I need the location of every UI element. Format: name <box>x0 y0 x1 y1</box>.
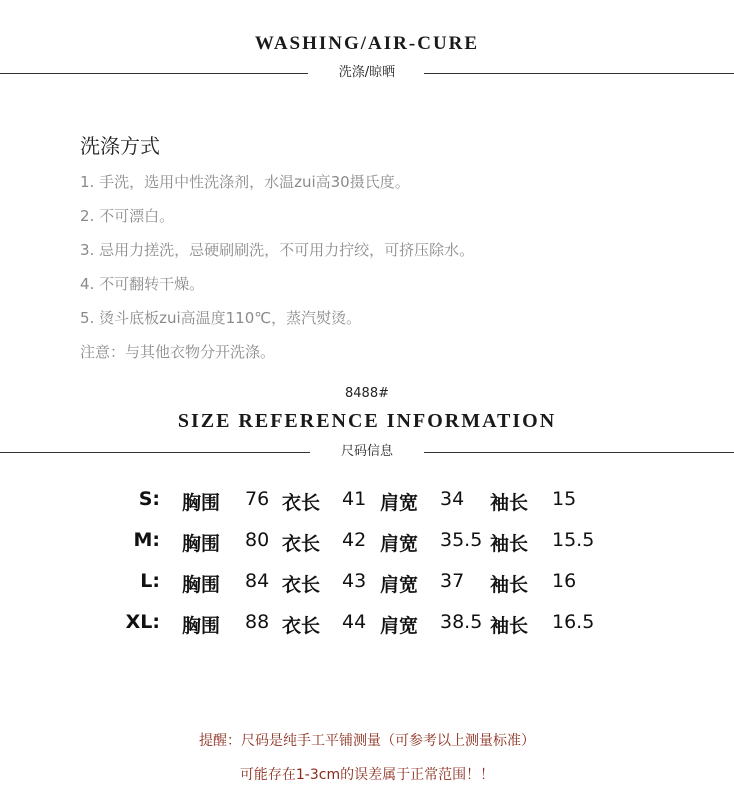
size-label: L: <box>140 570 160 592</box>
wash-instruction-item: 3. 忌用力搓洗，忌硬刷刷洗，不可用力拧绞，可挤压除水。 <box>80 241 475 259</box>
length-value: 42 <box>342 529 367 551</box>
shoulder-label: 肩宽 <box>380 615 419 637</box>
washing-title: WASHING/AIR-CURE <box>254 33 480 54</box>
bust-label: 胸围 <box>182 615 221 637</box>
bust-value: 88 <box>245 611 270 633</box>
shoulder-value: 34 <box>440 488 465 510</box>
wash-instructions-list <box>80 165 474 369</box>
size-row <box>0 611 734 652</box>
shoulder-label: 肩宽 <box>380 533 419 555</box>
length-value: 43 <box>342 570 367 592</box>
wash-method-heading: 洗涤方式 <box>80 134 160 158</box>
size-label: XL: <box>125 611 160 633</box>
sleeve-label: 袖长 <box>490 492 529 514</box>
shoulder-value: 35.5 <box>440 529 483 551</box>
length-label: 衣长 <box>282 615 321 637</box>
length-label: 衣长 <box>282 492 321 514</box>
bust-value: 84 <box>245 570 270 592</box>
length-label: 衣长 <box>282 533 321 555</box>
bust-label: 胸围 <box>182 533 221 555</box>
bust-value: 80 <box>245 529 270 551</box>
length-label: 衣长 <box>282 574 321 596</box>
size-row <box>0 529 734 570</box>
reminder-line-1: 提醒：尺码是纯手工平铺测量（可参考以上测量标准） <box>199 733 535 749</box>
sleeve-label: 袖长 <box>490 533 529 555</box>
length-value: 41 <box>342 488 367 510</box>
size-label: M: <box>133 529 160 551</box>
size-title: SIZE REFERENCE INFORMATION <box>177 410 557 432</box>
size-label: S: <box>138 488 160 510</box>
bust-label: 胸围 <box>182 492 221 514</box>
size-subtitle-rule <box>0 442 734 462</box>
wash-instruction-item: 4. 不可翻转干燥。 <box>80 275 205 293</box>
size-row <box>0 488 734 529</box>
bust-value: 76 <box>245 488 270 510</box>
size-row <box>0 570 734 611</box>
reminder-line-2: 可能存在1-3cm的误差属于正常范围！！ <box>239 767 495 783</box>
sleeve-value: 16 <box>552 570 577 592</box>
shoulder-label: 肩宽 <box>380 574 419 596</box>
wash-instruction-item: 5. 烫斗底板zui高温度110℃，蒸汽熨烫。 <box>80 309 362 327</box>
length-value: 44 <box>342 611 367 633</box>
size-table <box>0 488 734 652</box>
bust-label: 胸围 <box>182 574 221 596</box>
washing-subtitle-rule <box>0 63 734 83</box>
washing-subtitle: 洗涤/晾晒 <box>338 65 396 80</box>
sleeve-label: 袖长 <box>490 574 529 596</box>
sleeve-value: 16.5 <box>552 611 595 633</box>
sleeve-value: 15.5 <box>552 529 595 551</box>
product-code: 8488# <box>345 386 389 401</box>
shoulder-value: 37 <box>440 570 465 592</box>
sleeve-value: 15 <box>552 488 577 510</box>
size-subtitle: 尺码信息 <box>340 444 393 459</box>
sleeve-label: 袖长 <box>490 615 529 637</box>
shoulder-label: 肩宽 <box>380 492 419 514</box>
shoulder-value: 38.5 <box>440 611 483 633</box>
wash-instruction-item: 1. 手洗，选用中性洗涤剂，水温zui高30摄氏度。 <box>80 173 410 191</box>
wash-instruction-item: 2. 不可漂白。 <box>80 207 175 225</box>
wash-caution-note: 注意：与其他衣物分开洗涤。 <box>80 343 276 361</box>
